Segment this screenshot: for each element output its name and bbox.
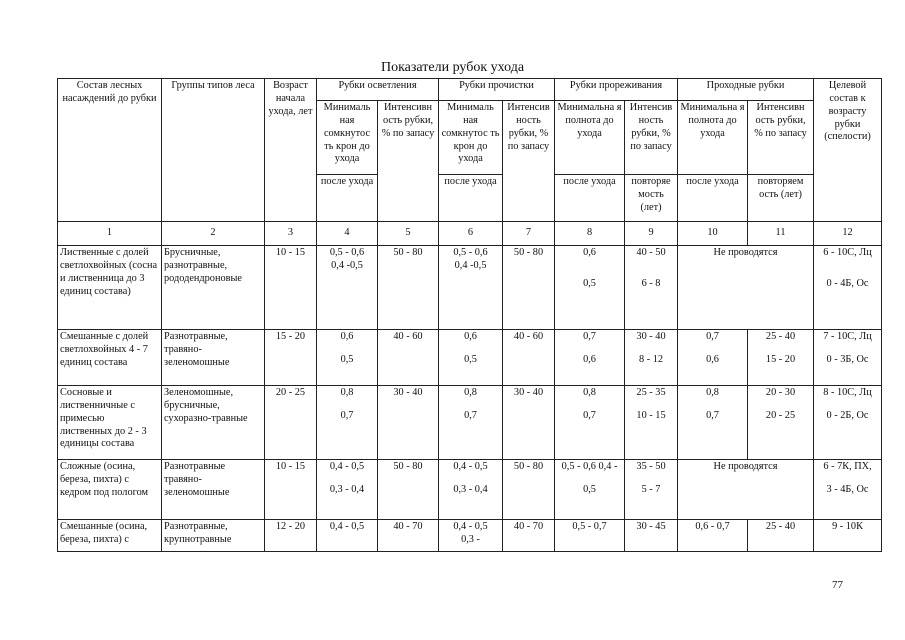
cell-passage-fullness: 0,6 - 0,7 <box>678 520 748 552</box>
cell-start-age: 15 - 20 <box>265 330 317 386</box>
cell-thinning-fullness <box>555 246 625 330</box>
cell-clearing-density: 0,4 - 0,5 <box>317 520 378 552</box>
value-target-main: 6 - 7К, ПХ, <box>823 461 872 472</box>
header-clearing-cuts: Рубки осветления <box>317 79 439 101</box>
cell-composition: Смешанные с долей светлохвойных 4 - 7 единиц состава <box>58 330 162 386</box>
value-target-admix: 0 - 3Б, Ос <box>826 353 869 365</box>
cell-composition: Смешанные (осина, береза, пихта) с <box>58 520 162 552</box>
cell-passage-intensity: 25 - 40 <box>748 520 814 552</box>
header-forest-types: Группы типов леса <box>162 79 265 222</box>
value-target-main: 7 - 10С, Лц <box>823 331 872 342</box>
value-intensity: 25 - 35 <box>636 387 666 398</box>
col-number: 5 <box>378 222 439 246</box>
value-repeat: 8 - 12 <box>639 353 664 365</box>
col-number: 12 <box>814 222 882 246</box>
value-target-admix: 0 - 4Б, Ос <box>826 277 869 289</box>
value-after: 0,4 -0,5 <box>331 259 363 271</box>
value-after: 0,3 - 0,4 <box>329 483 365 495</box>
cell-composition: Сложные (осина, береза, пихта) с кедром под пологом <box>58 460 162 520</box>
value-target-admix: 0 - 2Б, Ос <box>826 409 869 421</box>
cell-thinning-fullness <box>555 386 625 460</box>
cell-passage-intensity <box>748 330 814 386</box>
cell-clearing-density <box>317 246 378 330</box>
cell-clearing-intensity: 50 - 80 <box>378 460 439 520</box>
cell-clearing-intensity: 30 - 40 <box>378 386 439 460</box>
header-clearing-intensity: Интенсивн ость рубки, % по запасу <box>378 101 439 222</box>
value-intensity: 25 - 40 <box>765 331 796 342</box>
value-intensity: 40 - 50 <box>636 247 666 258</box>
col-number: 2 <box>162 222 265 246</box>
table-row <box>58 330 882 386</box>
header-cleaning-intensity: Интенсив ность рубки, % по запасу <box>503 101 555 222</box>
cell-target-composition: 9 - 10К <box>814 520 882 552</box>
cell-target-composition <box>814 330 882 386</box>
value-after: 0,5 <box>583 277 596 289</box>
col-number: 4 <box>317 222 378 246</box>
value-before: 0,4 - 0,5 <box>453 461 488 472</box>
header-thinning-cuts: Рубки прореживания <box>555 79 678 101</box>
col-number: 11 <box>748 222 814 246</box>
value-target-admix: 3 - 4Б, Ос <box>826 483 869 495</box>
cell-thinning-intensity: 30 - 45 <box>625 520 678 552</box>
header-composition: Состав лесных насаждений до рубки <box>58 79 162 222</box>
cell-cleaning-density <box>439 246 503 330</box>
cell-start-age: 10 - 15 <box>265 246 317 330</box>
cell-passage-fullness <box>678 330 748 386</box>
value-after: 0,4 -0,5 <box>454 259 487 271</box>
header-passage-repeat: повторяем ость (лет) <box>748 175 814 222</box>
value-repeat: 5 - 7 <box>641 483 661 495</box>
header-clearing-after: после ухода <box>317 175 378 222</box>
col-number: 1 <box>58 222 162 246</box>
cell-thinning-fullness: 0,5 - 0,7 <box>555 520 625 552</box>
value-after: 0,7 <box>340 409 354 421</box>
cell-start-age: 20 - 25 <box>265 386 317 460</box>
cell-start-age: 12 - 20 <box>265 520 317 552</box>
col-number: 9 <box>625 222 678 246</box>
col-number: 8 <box>555 222 625 246</box>
cell-composition: Лиственные с долей светлохвойных (сосна и лиственница до 3 единиц состава) <box>58 246 162 330</box>
cell-clearing-intensity: 40 - 60 <box>378 330 439 386</box>
value-after: 0,5 <box>340 353 354 365</box>
cell-cleaning-intensity: 50 - 80 <box>503 246 555 330</box>
page-number: 77 <box>832 579 843 591</box>
value-repeat: 15 - 20 <box>765 353 796 365</box>
cell-clearing-density <box>317 386 378 460</box>
value-before: 0,6 <box>583 247 596 258</box>
cell-forest-types: Брусничные, разнотравные, рододендроновые <box>162 246 265 330</box>
cell-cleaning-intensity: 50 - 80 <box>503 460 555 520</box>
value-repeat: 6 - 8 <box>641 277 661 289</box>
header-thinning-after: после ухода <box>555 175 625 222</box>
header-clearing-min-density: Минималь ная сомкнутос ть крон до ухода <box>317 101 378 175</box>
cell-clearing-intensity: 40 - 70 <box>378 520 439 552</box>
header-target-composition: Целевой состав к возрасту рубки (спелости) <box>814 79 882 222</box>
cell-thinning-intensity <box>625 330 678 386</box>
cell-cleaning-density <box>439 460 503 520</box>
cell-cleaning-density <box>439 386 503 460</box>
value-before: 0,5 - 0,6 <box>453 247 488 258</box>
header-thinning-min-fullness: Минимальна я полнота до ухода <box>555 101 625 175</box>
cell-clearing-intensity: 50 - 80 <box>378 246 439 330</box>
value-repeat: 10 - 15 <box>636 409 666 421</box>
value-before: 0,8 <box>706 387 719 398</box>
cell-thinning-fullness <box>555 330 625 386</box>
col-number: 6 <box>439 222 503 246</box>
cell-target-composition <box>814 386 882 460</box>
value-before: 0,8 <box>583 387 596 398</box>
cell-cleaning-intensity: 30 - 40 <box>503 386 555 460</box>
cell-forest-types: Разнотравные травяно-зеленомошные <box>162 460 265 520</box>
value-before: 0,6 <box>340 331 354 342</box>
col-number: 7 <box>503 222 555 246</box>
header-cleaning-after: после ухода <box>439 175 503 222</box>
cell-passage-fullness <box>678 386 748 460</box>
header-thinning-intensity: Интенсив ность рубки, % по запасу <box>625 101 678 175</box>
cell-forest-types: Разнотравные, крупнотравные <box>162 520 265 552</box>
value-after: 0,3 - 0,4 <box>453 483 488 495</box>
forest-thinning-table <box>57 78 882 552</box>
value-after: 0,5 <box>464 353 477 365</box>
value-target-main: 6 - 10С, Лц <box>823 247 872 258</box>
value-after: 0,3 - <box>461 533 480 545</box>
value-after: 0,7 <box>583 409 596 421</box>
cell-cleaning-intensity: 40 - 70 <box>503 520 555 552</box>
value-after: 0,6 <box>706 353 719 365</box>
cell-thinning-intensity <box>625 246 678 330</box>
value-intensity: 20 - 30 <box>765 387 796 398</box>
header-passage-after: после ухода <box>678 175 748 222</box>
value-before: 0,6 <box>464 331 477 342</box>
cell-thinning-intensity <box>625 386 678 460</box>
value-before: 0,4 - 0,5 <box>329 461 365 472</box>
value-after: 0,7 <box>464 409 477 421</box>
value-intensity: 35 - 50 <box>636 461 666 472</box>
cell-composition: Сосновые и лиственничные с примесью лиственных до 2 - 3 единицы состава <box>58 386 162 460</box>
table-row <box>58 246 882 330</box>
cell-passage-intensity <box>748 386 814 460</box>
value-before: 0,8 <box>464 387 477 398</box>
cell-target-composition <box>814 460 882 520</box>
cell-clearing-density <box>317 330 378 386</box>
cell-forest-types: Разнотравные, травяно-зеленомошные <box>162 330 265 386</box>
value-before: 0,5 - 0,6 0,4 - <box>561 461 618 472</box>
value-before: 0,5 - 0,6 <box>329 247 365 258</box>
cell-thinning-intensity <box>625 460 678 520</box>
cell-cleaning-density <box>439 330 503 386</box>
value-before: 0,8 <box>340 387 354 398</box>
cell-cleaning-density <box>439 520 503 552</box>
header-passage-intensity: Интенсивн ость рубки, % по запасу <box>748 101 814 175</box>
table-row <box>58 386 882 460</box>
table-row <box>58 520 882 552</box>
header-start-age: Возраст начала ухода, лет <box>265 79 317 222</box>
cell-cleaning-intensity: 40 - 60 <box>503 330 555 386</box>
value-before: 0,4 - 0,5 <box>453 521 488 532</box>
value-after: 0,6 <box>583 353 596 365</box>
cell-start-age: 10 - 15 <box>265 460 317 520</box>
col-number: 3 <box>265 222 317 246</box>
col-number: 10 <box>678 222 748 246</box>
cell-thinning-fullness <box>555 460 625 520</box>
value-intensity: 30 - 40 <box>636 331 666 342</box>
value-before: 0,7 <box>583 331 596 342</box>
header-passage-cuts: Проходные рубки <box>678 79 814 101</box>
value-after: 0,7 <box>706 409 719 421</box>
cell-target-composition <box>814 246 882 330</box>
value-repeat: 20 - 25 <box>765 409 796 421</box>
page-title: Показатели рубок ухода <box>380 60 525 75</box>
header-cleaning-min-density: Минималь ная сомкнутос ть крон до ухода <box>439 101 503 175</box>
value-before: 0,7 <box>706 331 719 342</box>
value-after: 0,5 <box>583 483 596 495</box>
table-row <box>58 460 882 520</box>
header-thinning-repeat: повторяе мость (лет) <box>625 175 678 222</box>
header-cleaning-cuts: Рубки прочистки <box>439 79 555 101</box>
cell-clearing-density <box>317 460 378 520</box>
cell-forest-types: Зеленомошные, брусничные, сухоразно-травные <box>162 386 265 460</box>
cell-passage-not-conducted: Не проводятся <box>678 246 814 330</box>
cell-passage-not-conducted: Не проводятся <box>678 460 814 520</box>
header-passage-min-fullness: Минимальна я полнота до ухода <box>678 101 748 175</box>
value-target-main: 8 - 10С, Лц <box>823 387 872 398</box>
